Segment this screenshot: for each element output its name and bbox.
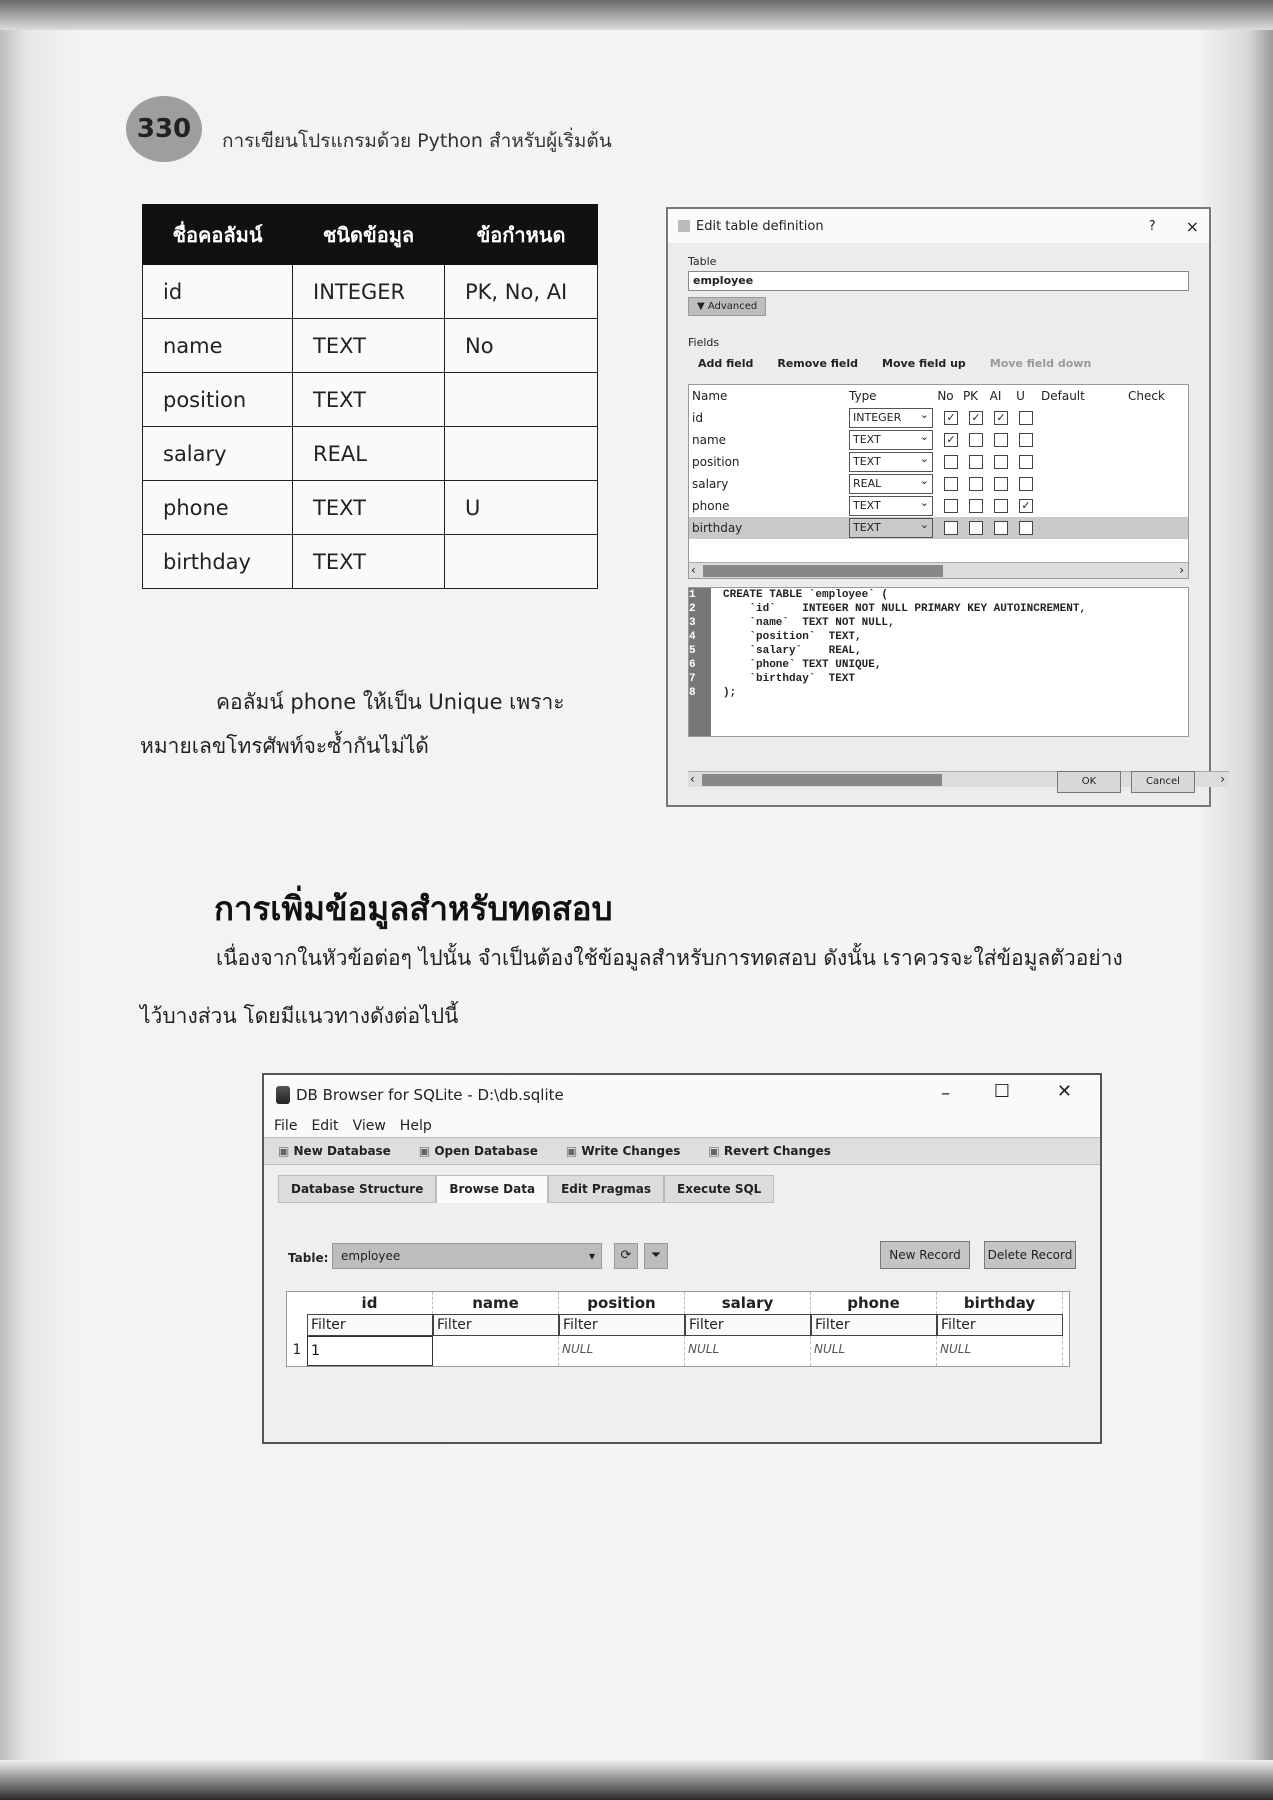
- cell: [445, 535, 598, 589]
- not-null-checkbox[interactable]: ✓: [944, 433, 958, 447]
- unique-checkbox[interactable]: [1019, 411, 1033, 425]
- column-header-id[interactable]: id: [307, 1292, 433, 1314]
- line-number: 4: [689, 631, 696, 643]
- line-number: 3: [689, 617, 696, 629]
- table-row: [143, 319, 598, 373]
- filter-input-name[interactable]: Filter: [433, 1314, 559, 1336]
- chevron-left-icon: ‹: [690, 772, 695, 786]
- type-select[interactable]: TEXT ⌄: [849, 452, 933, 472]
- move-field-up-button[interactable]: Move field up: [882, 357, 966, 370]
- fields-grid: [688, 384, 1189, 579]
- cell: U: [445, 481, 598, 535]
- table-label: Table:: [288, 1251, 329, 1265]
- column-header-birthday[interactable]: birthday: [937, 1292, 1063, 1314]
- th-constraints: ข้อกำหนด: [445, 205, 598, 265]
- unique-checkbox[interactable]: [1019, 477, 1033, 491]
- window-titlebar: [264, 1075, 1100, 1115]
- edit-table-dialog: [666, 207, 1225, 807]
- add-field-button[interactable]: Add field: [698, 357, 754, 370]
- type-select[interactable]: TEXT ⌄: [849, 518, 933, 538]
- fields-label: Fields: [688, 336, 720, 349]
- horizontal-scrollbar[interactable]: [689, 562, 1188, 578]
- filter-input-position[interactable]: Filter: [559, 1314, 685, 1336]
- filter-input-phone[interactable]: Filter: [811, 1314, 937, 1336]
- revert-changes-button[interactable]: ▣ Revert Changes: [708, 1144, 831, 1158]
- sql-preview: [688, 587, 1189, 737]
- column-spec-table: [142, 204, 598, 589]
- sql-line: `salary` REAL,: [723, 645, 862, 657]
- tab-execute-sql[interactable]: Execute SQL: [664, 1175, 774, 1203]
- autoincrement-checkbox[interactable]: [994, 521, 1008, 535]
- chevron-left-icon: ‹: [691, 563, 696, 577]
- not-null-checkbox[interactable]: [944, 499, 958, 513]
- primary-key-checkbox[interactable]: [969, 477, 983, 491]
- table-icon: [678, 220, 690, 232]
- field-name[interactable]: position: [692, 455, 740, 469]
- autoincrement-checkbox[interactable]: [994, 455, 1008, 469]
- cell: salary: [143, 427, 293, 481]
- column-header-position[interactable]: position: [559, 1292, 685, 1314]
- field-name[interactable]: birthday: [692, 521, 743, 535]
- cell-birthday[interactable]: NULL: [937, 1336, 1063, 1366]
- table-row: [143, 265, 598, 319]
- cell: REAL: [293, 427, 445, 481]
- sql-line: `id` INTEGER NOT NULL PRIMARY KEY AUTOINCREMENT,: [723, 603, 1087, 615]
- unique-checkbox[interactable]: [1019, 433, 1033, 447]
- menu-edit[interactable]: Edit: [311, 1118, 339, 1134]
- field-row[interactable]: [689, 451, 1188, 473]
- cell: INTEGER: [293, 265, 445, 319]
- data-grid: [286, 1291, 1070, 1367]
- sql-line: );: [723, 687, 737, 699]
- filter-icon: ⏷: [650, 1248, 662, 1263]
- field-name[interactable]: name: [692, 433, 727, 447]
- line-number: 1: [689, 589, 696, 601]
- dialog-titlebar: [668, 209, 1209, 243]
- cell: TEXT: [293, 373, 445, 427]
- triangle-down-icon: ▼: [697, 301, 708, 312]
- unique-checkbox[interactable]: [1019, 455, 1033, 469]
- advanced-toggle[interactable]: [688, 297, 766, 316]
- delete-record-button[interactable]: Delete Record: [984, 1241, 1076, 1269]
- refresh-button[interactable]: [614, 1243, 638, 1269]
- ok-button[interactable]: OK: [1057, 771, 1121, 793]
- table-row: [143, 481, 598, 535]
- chevron-right-icon: ›: [1220, 772, 1225, 786]
- advanced-label: Advanced: [707, 301, 758, 312]
- close-button[interactable]: ×: [1185, 216, 1199, 236]
- not-null-checkbox[interactable]: [944, 521, 958, 535]
- note-line-2: หมายเลขโทรศัพท์จะซ้ำกันไม่ได้: [140, 734, 429, 758]
- column-header-salary[interactable]: salary: [685, 1292, 811, 1314]
- sql-line: `birthday` TEXT: [723, 673, 856, 685]
- cell-salary[interactable]: NULL: [685, 1336, 811, 1366]
- refresh-icon: ⟳: [620, 1248, 632, 1263]
- th-column-name: ชื่อคอลัมน์: [143, 205, 293, 265]
- menu-file[interactable]: File: [274, 1118, 298, 1134]
- cell: TEXT: [293, 319, 445, 373]
- section-heading: การเพิ่มข้อมูลสำหรับทดสอบ: [214, 889, 613, 928]
- running-head: การเขียนโปรแกรมด้วย Python สำหรับผู้เริ่มต้น: [222, 130, 612, 152]
- cell-id[interactable]: 1: [307, 1336, 433, 1366]
- field-name[interactable]: phone: [692, 499, 730, 513]
- primary-key-checkbox[interactable]: [969, 433, 983, 447]
- not-null-checkbox[interactable]: [944, 455, 958, 469]
- col-check: Check: [1128, 389, 1165, 403]
- table-row: [143, 535, 598, 589]
- cell: PK, No, AI: [445, 265, 598, 319]
- write-changes-button[interactable]: ▣ Write Changes: [566, 1144, 681, 1158]
- field-row[interactable]: [689, 517, 1188, 539]
- primary-key-checkbox[interactable]: [969, 455, 983, 469]
- new-database-button[interactable]: ▣ New Database: [278, 1144, 391, 1158]
- table-row: [143, 373, 598, 427]
- field-row[interactable]: [689, 407, 1188, 429]
- line-number: 5: [689, 645, 696, 657]
- maximize-button[interactable]: ☐: [993, 1081, 1010, 1102]
- cancel-button[interactable]: Cancel: [1131, 771, 1195, 793]
- new-record-button[interactable]: New Record: [880, 1241, 970, 1269]
- col-pk: PK: [962, 389, 979, 403]
- type-select[interactable]: TEXT ⌄: [849, 430, 933, 450]
- dropdown-arrow-icon: ▾: [588, 1249, 595, 1263]
- column-header-phone[interactable]: phone: [811, 1292, 937, 1314]
- col-u: U: [1016, 389, 1025, 403]
- filter-input-birthday[interactable]: Filter: [937, 1314, 1063, 1336]
- table-name-input[interactable]: employee: [688, 271, 1189, 291]
- line-number: 2: [689, 603, 696, 615]
- window-title: DB Browser for SQLite - D:\db.sqlite: [296, 1086, 564, 1104]
- menu-help[interactable]: Help: [399, 1118, 432, 1134]
- clear-filters-button[interactable]: [644, 1243, 668, 1269]
- cell-position[interactable]: NULL: [559, 1336, 685, 1366]
- cell-name[interactable]: [433, 1336, 559, 1366]
- primary-key-checkbox[interactable]: ✓: [969, 411, 983, 425]
- line-number: 6: [689, 659, 696, 671]
- filter-input-salary[interactable]: Filter: [685, 1314, 811, 1336]
- sql-line: `name` TEXT NOT NULL,: [723, 617, 895, 629]
- help-button[interactable]: ?: [1148, 218, 1156, 234]
- chevron-right-icon: ›: [1179, 563, 1184, 577]
- not-null-checkbox[interactable]: ✓: [944, 411, 958, 425]
- primary-key-checkbox[interactable]: [969, 521, 983, 535]
- type-select[interactable]: INTEGER ⌄: [849, 408, 933, 428]
- database-icon: [276, 1086, 290, 1104]
- unique-checkbox[interactable]: [1019, 521, 1033, 535]
- line-number: 8: [689, 687, 696, 699]
- page-number: 330: [126, 96, 202, 162]
- close-button[interactable]: ✕: [1056, 1081, 1072, 1102]
- col-default: Default: [1041, 389, 1085, 403]
- dialog-title: Edit table definition: [696, 218, 824, 234]
- tab-browse-data[interactable]: Browse Data: [436, 1175, 548, 1203]
- note-line-1: คอลัมน์ phone ให้เป็น Unique เพราะ: [216, 690, 565, 714]
- sql-line: CREATE TABLE `employee` (: [723, 589, 889, 601]
- cell: No: [445, 319, 598, 373]
- col-ai: AI: [989, 389, 1002, 403]
- field-name[interactable]: id: [692, 411, 703, 425]
- remove-field-button[interactable]: Remove field: [777, 357, 859, 370]
- db-browser-window: [262, 1073, 1102, 1444]
- cell: [445, 373, 598, 427]
- open-database-button[interactable]: ▣ Open Database: [419, 1144, 538, 1158]
- sql-line: `position` TEXT,: [723, 631, 862, 643]
- col-no: No: [937, 389, 954, 403]
- minimize-button[interactable]: –: [941, 1083, 950, 1104]
- cell: name: [143, 319, 293, 373]
- type-select[interactable]: TEXT ⌄: [849, 496, 933, 516]
- cell: [445, 427, 598, 481]
- cell: birthday: [143, 535, 293, 589]
- autoincrement-checkbox[interactable]: [994, 477, 1008, 491]
- section-line-1: เนื่องจากในหัวข้อต่อๆ ไปนั้น จำเป็นต้องใช้ข้อมูลสำหรับการทดสอบ ดังนั้น เราควรจะใส่ข้อมูลตัวอย่าง: [216, 946, 1123, 970]
- menu-view[interactable]: View: [352, 1118, 386, 1134]
- cell: position: [143, 373, 293, 427]
- col-type: Type: [849, 389, 877, 403]
- row-number: 1: [292, 1342, 302, 1358]
- unique-checkbox[interactable]: ✓: [1019, 499, 1033, 513]
- cell: TEXT: [293, 535, 445, 589]
- sql-line: `phone` TEXT UNIQUE,: [723, 659, 882, 671]
- line-number: 7: [689, 673, 696, 685]
- page-top-edge: [0, 0, 1273, 30]
- move-field-down-button[interactable]: Move field down: [989, 357, 1092, 370]
- field-row[interactable]: [689, 429, 1188, 451]
- cell: id: [143, 265, 293, 319]
- tab-database-structure[interactable]: Database Structure: [278, 1175, 436, 1203]
- cell: phone: [143, 481, 293, 535]
- cell-phone[interactable]: NULL: [811, 1336, 937, 1366]
- table-select[interactable]: [332, 1243, 602, 1269]
- cell: TEXT: [293, 481, 445, 535]
- column-header-name[interactable]: name: [433, 1292, 559, 1314]
- section-line-2: ไว้บางส่วน โดยมีแนวทางดังต่อไปนี้: [140, 1004, 459, 1028]
- tab-edit-pragmas[interactable]: Edit Pragmas: [548, 1175, 664, 1203]
- col-name: Name: [692, 389, 728, 403]
- field-row[interactable]: [689, 473, 1188, 495]
- autoincrement-checkbox[interactable]: [994, 499, 1008, 513]
- filter-input-id[interactable]: Filter: [307, 1314, 433, 1336]
- field-name[interactable]: salary: [692, 477, 729, 491]
- table-row: [143, 427, 598, 481]
- th-data-type: ชนิดข้อมูล: [293, 205, 445, 265]
- type-select[interactable]: REAL ⌄: [849, 474, 933, 494]
- table-select-value: employee: [341, 1249, 401, 1263]
- page-bottom-edge: [0, 1760, 1273, 1800]
- table-label: Table: [688, 255, 717, 268]
- field-row[interactable]: [689, 495, 1188, 517]
- primary-key-checkbox[interactable]: [969, 499, 983, 513]
- autoincrement-checkbox[interactable]: ✓: [994, 411, 1008, 425]
- not-null-checkbox[interactable]: [944, 477, 958, 491]
- autoincrement-checkbox[interactable]: [994, 433, 1008, 447]
